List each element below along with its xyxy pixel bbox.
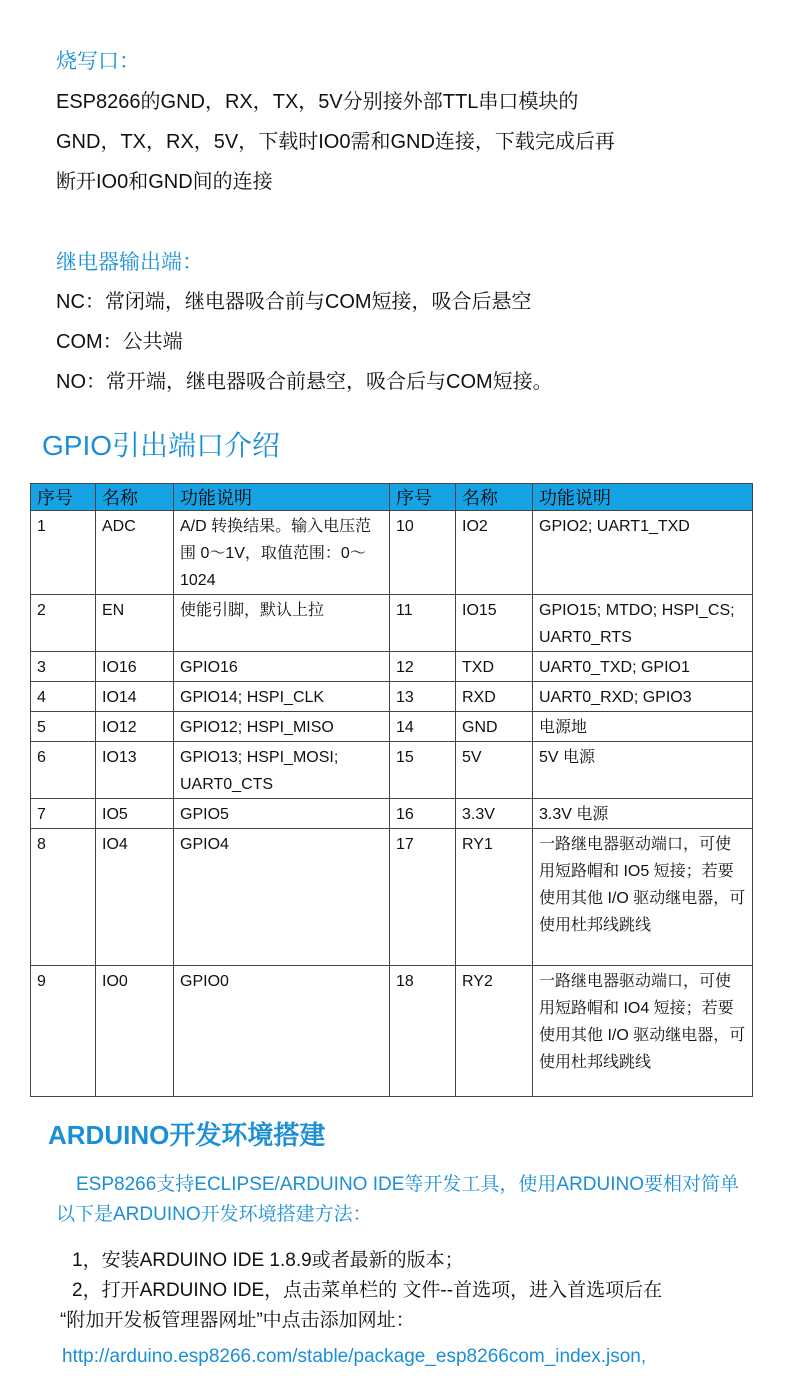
cell: GPIO14; HSPI_CLK bbox=[174, 682, 390, 712]
arduino-intro-line-1: ESP8266支持ECLIPSE/ARDUINO IDE等开发工具，使用ARDUINO要相对简单 bbox=[76, 1174, 740, 1195]
flash-heading: 烧写口： bbox=[56, 50, 140, 73]
step-1: 1，安装ARDUINO IDE 1.8.9或者最新的版本； bbox=[72, 1250, 464, 1271]
cell: 3.3V bbox=[456, 799, 533, 829]
cell: GPIO0 bbox=[174, 966, 390, 1097]
table-row bbox=[31, 829, 753, 966]
header-name-1: 名称 bbox=[96, 484, 174, 511]
cell: GPIO4 bbox=[174, 829, 390, 966]
cell: 16 bbox=[390, 799, 456, 829]
table-header-row bbox=[31, 484, 753, 511]
cell: IO13 bbox=[96, 742, 174, 799]
cell: IO12 bbox=[96, 712, 174, 742]
cell: GPIO5 bbox=[174, 799, 390, 829]
cell: GND bbox=[456, 712, 533, 742]
cell: IO5 bbox=[96, 799, 174, 829]
board-url-block bbox=[62, 1346, 782, 1368]
cell: 3 bbox=[31, 652, 96, 682]
board-manager-url[interactable]: http://arduino.esp8266.com/stable/package_esp8266com_index.json, bbox=[62, 1346, 647, 1367]
cell: 1 bbox=[31, 511, 96, 595]
cell: 5V bbox=[456, 742, 533, 799]
table-row bbox=[31, 966, 753, 1097]
cell: EN bbox=[96, 595, 174, 652]
table-row bbox=[31, 712, 753, 742]
cell: 电源地 bbox=[533, 712, 753, 742]
cell: 5V 电源 bbox=[533, 742, 753, 799]
relay-line-nc: NC：常闭端，继电器吸合前与COM短接，吸合后悬空 bbox=[56, 291, 532, 313]
header-function-2: 功能说明 bbox=[533, 484, 753, 511]
cell: IO15 bbox=[456, 595, 533, 652]
cell: IO14 bbox=[96, 682, 174, 712]
cell: 4 bbox=[31, 682, 96, 712]
cell: UART0_RXD; GPIO3 bbox=[533, 682, 753, 712]
arduino-section bbox=[48, 1117, 790, 1153]
flash-line-3: 断开IO0和GND间的连接 bbox=[56, 171, 273, 193]
cell: GPIO12; HSPI_MISO bbox=[174, 712, 390, 742]
cell: GPIO13; HSPI_MOSI; UART0_CTS bbox=[174, 742, 390, 799]
flash-section bbox=[56, 48, 790, 76]
cell: 7 bbox=[31, 799, 96, 829]
relay-line-no: NO：常开端，继电器吸合前悬空，吸合后与COM短接。 bbox=[56, 371, 553, 393]
cell: RY2 bbox=[456, 966, 533, 1097]
cell: 12 bbox=[390, 652, 456, 682]
relay-heading: 继电器输出端： bbox=[56, 251, 203, 274]
relay-line-com: COM：公共端 bbox=[56, 331, 183, 353]
cell: 使能引脚，默认上拉 bbox=[174, 595, 390, 652]
cell: 8 bbox=[31, 829, 96, 966]
flash-body bbox=[56, 82, 790, 202]
arduino-heading: ARDUINO开发环境搭建 bbox=[48, 1120, 326, 1150]
cell: RXD bbox=[456, 682, 533, 712]
cell: IO0 bbox=[96, 966, 174, 1097]
cell: A/D 转换结果。输入电压范围 0～1V，取值范围：0～1024 bbox=[174, 511, 390, 595]
cell: 一路继电器驱动端口，可使用短路帽和 IO4 短接；若要使用其他 I/O 驱动继电器，可使用杜邦线跳线 bbox=[533, 966, 753, 1097]
table-row bbox=[31, 682, 753, 712]
cell: 10 bbox=[390, 511, 456, 595]
cell: 14 bbox=[390, 712, 456, 742]
gpio-heading: GPIO引出端口介绍 bbox=[42, 430, 281, 461]
header-function-1: 功能说明 bbox=[174, 484, 390, 511]
cell: 一路继电器驱动端口，可使用短路帽和 IO5 短接；若要使用其他 I/O 驱动继电器，可使用杜邦线跳线 bbox=[533, 829, 753, 966]
flash-line-1: ESP8266的GND，RX，TX，5V分别接外部TTL串口模块的 bbox=[56, 91, 579, 113]
cell: 5 bbox=[31, 712, 96, 742]
gpio-section bbox=[42, 428, 790, 464]
table-row bbox=[31, 511, 753, 595]
cell: IO4 bbox=[96, 829, 174, 966]
flash-line-2: GND，TX，RX，5V，下载时IO0需和GND连接，下载完成后再 bbox=[56, 131, 615, 153]
header-index-2: 序号 bbox=[390, 484, 456, 511]
cell: IO16 bbox=[96, 652, 174, 682]
gpio-table bbox=[30, 483, 753, 1097]
cell: GPIO2; UART1_TXD bbox=[533, 511, 753, 595]
arduino-steps bbox=[60, 1246, 772, 1336]
cell: 15 bbox=[390, 742, 456, 799]
cell: 11 bbox=[390, 595, 456, 652]
cell: 13 bbox=[390, 682, 456, 712]
table-row bbox=[31, 742, 753, 799]
cell: GPIO15; MTDO; HSPI_CS; UART0_RTS bbox=[533, 595, 753, 652]
cell: ADC bbox=[96, 511, 174, 595]
relay-section bbox=[56, 249, 790, 277]
cell: 9 bbox=[31, 966, 96, 1097]
cell: 3.3V 电源 bbox=[533, 799, 753, 829]
relay-body bbox=[56, 282, 790, 402]
cell: IO2 bbox=[456, 511, 533, 595]
step-2-continued: “附加开发板管理器网址”中点击添加网址： bbox=[60, 1310, 415, 1331]
arduino-intro-line-2: 以下是ARDUINO开发环境搭建方法： bbox=[56, 1204, 372, 1225]
cell: UART0_TXD; GPIO1 bbox=[533, 652, 753, 682]
step-2: 2，打开ARDUINO IDE，点击菜单栏的 文件--首选项，进入首选项后在 bbox=[72, 1280, 663, 1301]
cell: 18 bbox=[390, 966, 456, 1097]
header-index-1: 序号 bbox=[31, 484, 96, 511]
table-row bbox=[31, 799, 753, 829]
cell: GPIO16 bbox=[174, 652, 390, 682]
arduino-intro bbox=[56, 1170, 776, 1230]
cell: 2 bbox=[31, 595, 96, 652]
cell: TXD bbox=[456, 652, 533, 682]
header-name-2: 名称 bbox=[456, 484, 533, 511]
table-row bbox=[31, 595, 753, 652]
table-row bbox=[31, 652, 753, 682]
cell: RY1 bbox=[456, 829, 533, 966]
cell: 6 bbox=[31, 742, 96, 799]
cell: 17 bbox=[390, 829, 456, 966]
